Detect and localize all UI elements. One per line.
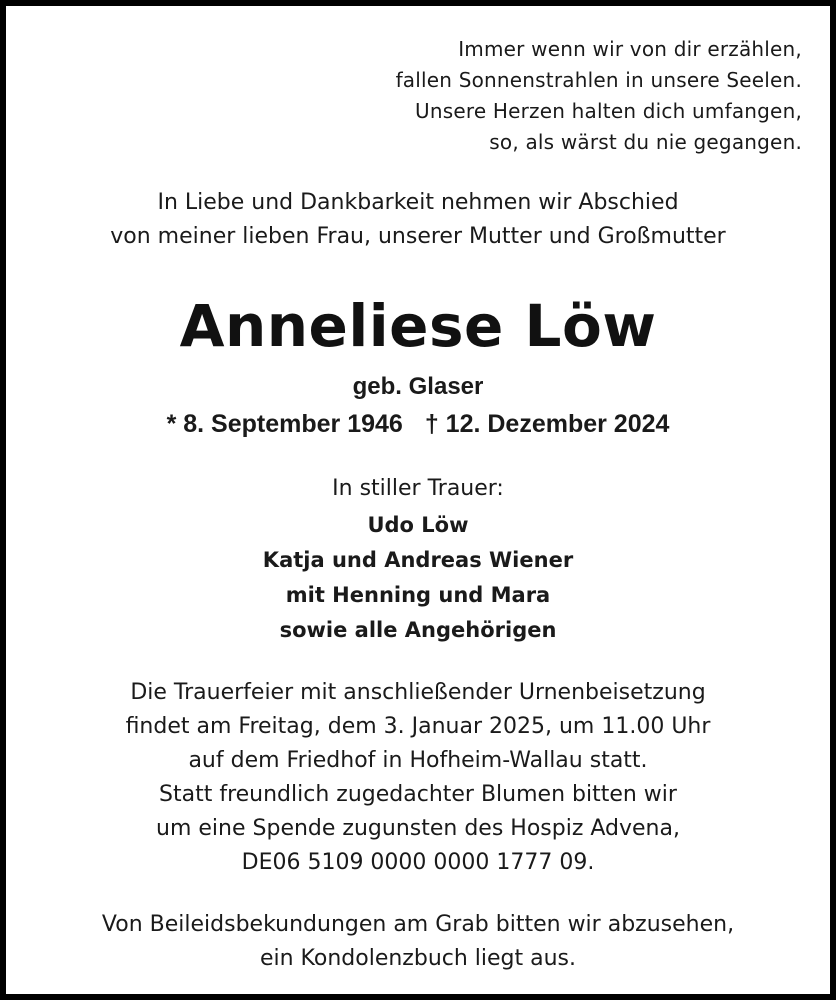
poem-line: so, als wärst du nie gegangen. — [489, 130, 802, 154]
service-line: auf dem Friedhof in Hofheim-Wallau statt. — [188, 748, 648, 773]
deceased-name: Anneliese Löw — [179, 292, 657, 360]
farewell-intro — [6, 186, 830, 254]
service-line: Die Trauerfeier mit anschließender Urnenbeisetzung — [130, 680, 706, 705]
mourner-name: sowie alle Angehörigen — [279, 618, 557, 642]
service-line: um eine Spende zugunsten des Hospiz Advena, — [156, 816, 680, 841]
intro-line: In Liebe und Dankbarkeit nehmen wir Abschied — [157, 190, 679, 215]
closing-note — [6, 908, 830, 976]
service-line: Statt freundlich zugedachter Blumen bitten wir — [159, 782, 677, 807]
mourner-name: mit Henning und Mara — [285, 583, 551, 607]
closing-line: Von Beileidsbekundungen am Grab bitten wir abzusehen, — [101, 912, 735, 937]
service-details — [6, 676, 830, 880]
maiden-name: geb. Glaser — [352, 373, 484, 400]
poem-line: Unsere Herzen halten dich umfangen, — [415, 99, 802, 123]
memorial-poem — [282, 34, 802, 158]
mourner-name: Katja und Andreas Wiener — [262, 548, 574, 572]
poem-line: fallen Sonnenstrahlen in unsere Seelen. — [395, 68, 802, 92]
closing-line: ein Kondolenzbuch liegt aus. — [259, 946, 577, 971]
donation-iban: DE06 5109 0000 0000 1777 09. — [241, 850, 595, 875]
birth-date: * 8. September 1946 — [166, 410, 403, 438]
death-date: † 12. Dezember 2024 — [424, 410, 670, 438]
intro-line: von meiner lieben Frau, unserer Mutter und Großmutter — [110, 224, 726, 249]
service-line: findet am Freitag, dem 3. Januar 2025, um 11.00 Uhr — [125, 714, 711, 739]
mourner-name: Udo Löw — [367, 513, 469, 537]
life-dates — [6, 406, 830, 442]
mourning-label: In stiller Trauer: — [332, 476, 504, 501]
mourners-list — [6, 508, 830, 648]
poem-line: Immer wenn wir von dir erzählen, — [458, 37, 802, 61]
